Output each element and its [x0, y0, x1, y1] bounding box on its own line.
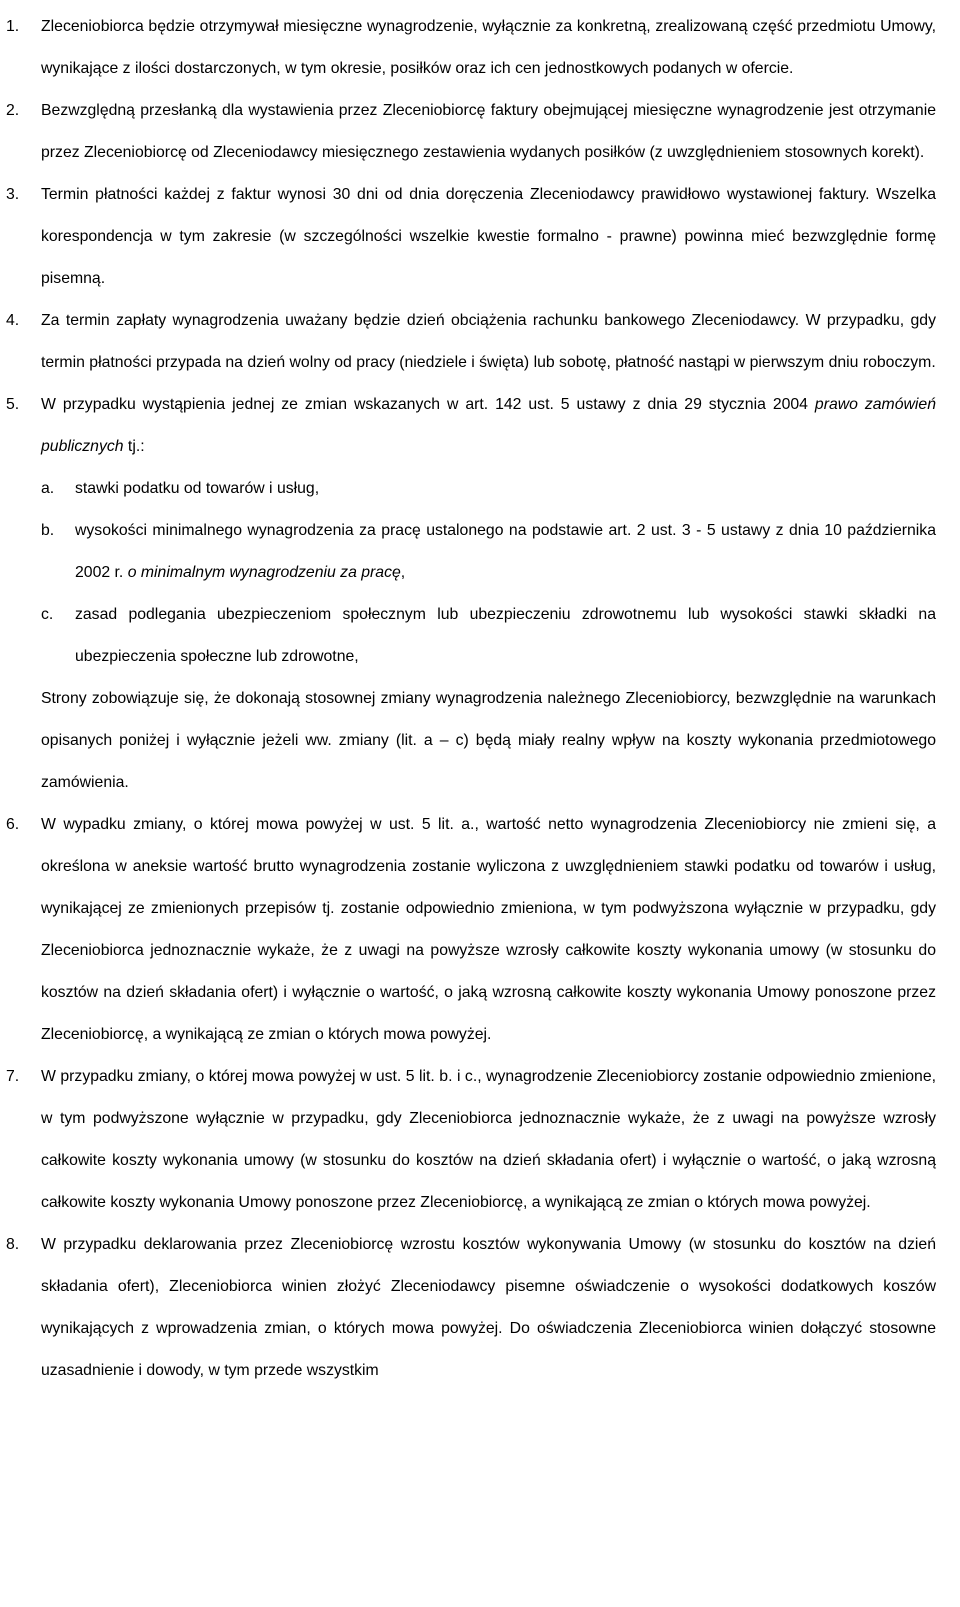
item-text: W przypadku zmiany, o której mowa powyżej w ust. 5 lit. b. i c., wynagrodzenie Zleceniobiorcy zostanie odpowiednio zmienione, w tym podwyższone wyłącznie w przypadku, gdy Zleceniobiorca jednoznacznie wykaże, że z uwagi na powyższe wzrosły całkowite koszty wykonania umowy (w stosunku do kosztów na dzień składania ofert) i wyłącznie o wartość, o jaką wzrosną całkowite koszty wykonania Umowy ponoszone przez Zleceniobiorcę, a wynikającą ze zmian o których mowa powyżej. [41, 1068, 936, 1211]
sub-item-text: zasad podlegania ubezpieczeniom społecznym lub ubezpieczeniu zdrowotnemu lub wysokości stawki składki na ubezpieczenia społeczne lub zdrowotne, [75, 606, 936, 665]
item-number: 1. [6, 18, 20, 35]
closing-paragraph: Strony zobowiązuje się, że dokonają stosownej zmiany wynagrodzenia należnego Zleceniobiorcy, bezwzględnie na warunkach opisanych poniżej i wyłącznie jeżeli ww. zmiany (lit. a – c) będą miały realny wpływ na koszty wykonania przedmiotowego zamówienia. [41, 690, 936, 791]
sub-item-a [0, 468, 960, 510]
sub-item-text-tail: , [400, 564, 406, 581]
list-item-3 [0, 174, 960, 300]
item-text: W wypadku zmiany, o której mowa powyżej w ust. 5 lit. a., wartość netto wynagrodzenia Zleceniobiorcy nie zmieni się, a określona w aneksie wartość brutto wynagrodzenia zostanie wyliczona z uwzględnieniem stawki podatku od towarów i usług, wynikającej ze zmienionych przepisów tj. zostanie odpowiednio zmieniona, w tym podwyższona wyłącznie w przypadku, gdy Zleceniobiorca jednoznacznie wykaże, że z uwagi na powyższe wzrosły całkowite koszty wykonania umowy (w stosunku do kosztów na dzień składania ofert) i wyłącznie o wartość, o jaką wzrosną całkowite koszty wykonania Umowy ponoszone przez Zleceniobiorcę, a wynikającą ze zmian o których mowa powyżej. [41, 816, 936, 1043]
sub-item-text-italic: o minimalnym wynagrodzeniu za pracę [127, 564, 401, 581]
item-number: 7. [6, 1068, 20, 1085]
list-item-1 [0, 6, 960, 90]
item-text: W przypadku deklarowania przez Zleceniobiorcę wzrostu kosztów wykonywania Umowy (w stosunku do kosztów na dzień składania ofert), Zleceniobiorca winien złożyć Zleceniodawcy pisemne oświadczenie o wysokości dodatkowych koszów wynikających z wprowadzenia zmian, o których mowa powyżej. Do oświadczenia Zleceniobiorca winien dołączyć stosowne uzasadnienie i dowody, w tym przede wszystkim [41, 1236, 936, 1379]
sub-item-c [0, 594, 960, 678]
item-text: Termin płatności każdej z faktur wynosi 30 dni od dnia doręczenia Zleceniodawcy prawidłowo wystawionej faktury. Wszelka korespondencja w tym zakresie (w szczególności wszelkie kwestie formalno - prawne) powinna mieć bezwzględnie formę pisemną. [41, 186, 936, 287]
sub-item-letter: b. [41, 522, 55, 539]
item-text-italic: prawo zamówień publicznych [41, 396, 936, 455]
sub-item-text: wysokości minimalnego wynagrodzenia za pracę ustalonego na podstawie art. 2 ust. 3 - 5 ustawy z dnia 10 października 2002 r. [75, 522, 936, 581]
item-number: 6. [6, 816, 20, 833]
sub-item-text: stawki podatku od towarów i usług, [75, 480, 320, 497]
item-number: 4. [6, 312, 20, 329]
list-item-2 [0, 90, 960, 174]
item-number: 5. [6, 396, 20, 413]
item-text: Zleceniobiorca będzie otrzymywał miesięczne wynagrodzenie, wyłącznie za konkretną, zrealizowaną część przedmiotu Umowy, wynikające z ilości dostarczonych, w tym okresie, posiłków oraz ich cen jednostkowych podanych w ofercie. [41, 18, 936, 77]
item-text: Za termin zapłaty wynagrodzenia uważany będzie dzień obciążenia rachunku bankowego Zleceniodawcy. W przypadku, gdy termin płatności przypada na dzień wolny od pracy (niedziele i święta) lub sobotę, płatność nastąpi w pierwszym dniu roboczym. [41, 312, 936, 371]
sub-item-letter: a. [41, 480, 55, 497]
item-text-tail: tj.: [123, 438, 145, 455]
item-text: Bezwzględną przesłanką dla wystawienia przez Zleceniobiorcę faktury obejmującej miesięczne wynagrodzenie jest otrzymanie przez Zleceniobiorcę od Zleceniodawcy miesięcznego zestawienia wydanych posiłków (z uwzględnieniem stosownych korekt). [41, 102, 936, 161]
list-item-8 [0, 1224, 960, 1392]
list-item-6 [0, 804, 960, 1056]
sub-item-b [0, 510, 960, 594]
sub-item-letter: c. [41, 606, 54, 623]
item-number: 2. [6, 102, 20, 119]
list-item-4 [0, 300, 960, 384]
item-text: W przypadku wystąpienia jednej ze zmian wskazanych w art. 142 ust. 5 ustawy z dnia 29 stycznia 2004 [41, 396, 815, 413]
list-item-5 [0, 384, 960, 468]
item-number: 3. [6, 186, 20, 203]
list-item-7 [0, 1056, 960, 1224]
item-number: 8. [6, 1236, 20, 1253]
